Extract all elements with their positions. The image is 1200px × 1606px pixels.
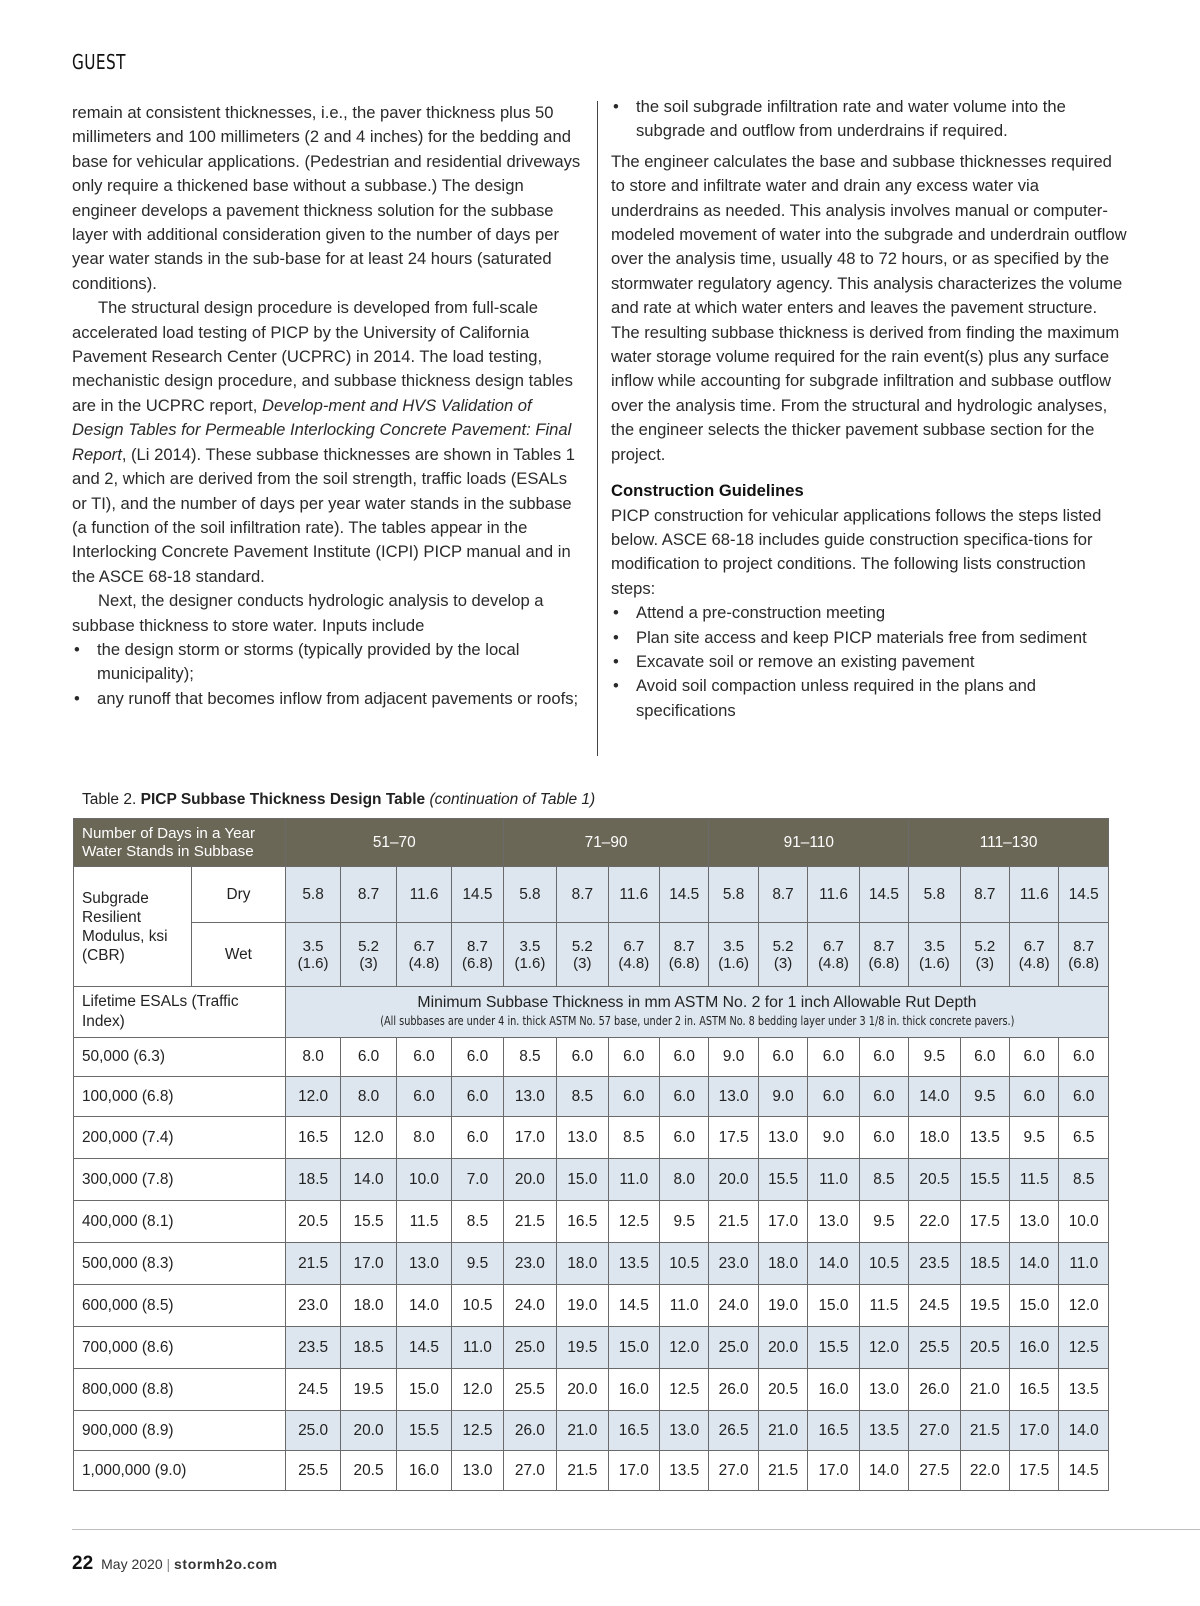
table-cell: 21.5 (557, 1451, 608, 1491)
wet-value: 6.7 (4.8) (396, 923, 451, 987)
right-bullet-list-top (611, 95, 1128, 144)
table-cell: 14.0 (1010, 1243, 1059, 1285)
table-cell: 22.0 (960, 1451, 1009, 1491)
table-cell: 17.0 (1010, 1411, 1059, 1451)
table-cell: 8.5 (452, 1201, 503, 1243)
table-cell: 18.0 (557, 1243, 608, 1285)
table-cell: 6.0 (452, 1077, 503, 1117)
table-cell: 6.0 (608, 1077, 659, 1117)
table-cell: 16.5 (808, 1411, 859, 1451)
table-cell: 6.0 (396, 1077, 451, 1117)
table-cell: 17.0 (808, 1451, 859, 1491)
table-row (74, 1117, 1109, 1159)
table-cell: 20.5 (341, 1451, 396, 1491)
table-cell: 21.5 (758, 1451, 807, 1491)
dry-value: 14.5 (660, 867, 709, 923)
table-cell: 20.5 (909, 1159, 960, 1201)
row-label: 1,000,000 (9.0) (74, 1451, 286, 1491)
table-cell: 25.0 (709, 1327, 758, 1369)
table-cell: 8.0 (285, 1038, 340, 1077)
table-cell: 21.0 (557, 1411, 608, 1451)
table-cell: 20.0 (557, 1369, 608, 1411)
table-cell: 10.0 (1059, 1201, 1109, 1243)
table-cell: 15.0 (557, 1159, 608, 1201)
left-column (72, 101, 585, 711)
table-row (74, 1201, 1109, 1243)
dry-value: 8.7 (758, 867, 807, 923)
table-cell: 21.0 (758, 1411, 807, 1451)
table-cell: 25.5 (503, 1369, 556, 1411)
table-cell: 24.5 (285, 1369, 340, 1411)
table-cell: 13.0 (557, 1117, 608, 1159)
table-cell: 20.0 (341, 1411, 396, 1451)
table-cell: 27.5 (909, 1451, 960, 1491)
days-header: Number of Days in a Year Water Stands in Subbase (74, 819, 286, 867)
table-cell: 13.0 (396, 1243, 451, 1285)
table-cell: 11.5 (1010, 1159, 1059, 1201)
table-cell: 15.0 (396, 1369, 451, 1411)
table-cell: 13.5 (660, 1451, 709, 1491)
wet-label: Wet (192, 923, 286, 987)
dry-value: 14.5 (859, 867, 908, 923)
table-cell: 16.0 (1010, 1327, 1059, 1369)
table-cell: 26.0 (909, 1369, 960, 1411)
table-cell: 12.0 (859, 1327, 908, 1369)
table-cell: 21.5 (285, 1243, 340, 1285)
table-cell: 27.0 (709, 1451, 758, 1491)
wet-value: 5.2 (3) (557, 923, 608, 987)
wet-value: 8.7 (6.8) (1059, 923, 1109, 987)
table-cell: 12.5 (1059, 1327, 1109, 1369)
table-cell: 20.0 (758, 1327, 807, 1369)
table-cell: 21.5 (709, 1201, 758, 1243)
table-cell: 9.0 (709, 1038, 758, 1077)
table-cell: 18.5 (960, 1243, 1009, 1285)
wet-row (74, 923, 1109, 987)
wet-value: 8.7 (6.8) (660, 923, 709, 987)
group-header: 111–130 (909, 819, 1109, 867)
construction-steps-list (611, 601, 1128, 723)
esal-header-row (74, 987, 1109, 1038)
table-row (74, 1159, 1109, 1201)
table-cell: 13.0 (452, 1451, 503, 1491)
table-cell: 16.5 (557, 1201, 608, 1243)
table-cell: 6.0 (452, 1117, 503, 1159)
table-cell: 8.5 (608, 1117, 659, 1159)
table-cell: 6.0 (960, 1038, 1009, 1077)
table-cell: 13.5 (1059, 1369, 1109, 1411)
dry-value: 8.7 (557, 867, 608, 923)
subgrade-label: Subgrade Resilient Modulus, ksi (CBR) (74, 867, 192, 987)
footer-separator: | (166, 1556, 171, 1572)
list-item: • Plan site access and keep PICP materials free from sediment (611, 626, 1128, 650)
table-cell: 14.0 (808, 1243, 859, 1285)
table-cell: 13.0 (709, 1077, 758, 1117)
list-item: • Excavate soil or remove an existing pavement (611, 650, 1128, 674)
table-cell: 21.5 (503, 1201, 556, 1243)
design-table (73, 818, 1109, 1491)
esal-header: Lifetime ESALs (Traffic Index) (74, 987, 286, 1038)
table-cell: 6.0 (1059, 1038, 1109, 1077)
table-cell: 17.0 (758, 1201, 807, 1243)
table-cell: 23.0 (709, 1243, 758, 1285)
row-label: 700,000 (8.6) (74, 1327, 286, 1369)
table-cell: 15.5 (341, 1201, 396, 1243)
dry-value: 11.6 (808, 867, 859, 923)
table-cell: 10.5 (452, 1285, 503, 1327)
footer (72, 1553, 278, 1575)
min-thickness-header: Minimum Subbase Thickness in mm ASTM No. 2 for 1 inch Allowable Rut Depth (All subbases are under 4 in. thick ASTM No. 57 base, under 2 in. ASTM No. 8 bedding layer under 3 1/8 in. thick concrete pavers.) (285, 987, 1108, 1038)
table-cell: 19.5 (960, 1285, 1009, 1327)
left-paragraph-1: remain at consistent thicknesses, i.e., the paver thickness plus 50 millimeters and 100 millimeters (2 and 4 inches) for the bedding and base for vehicular applications. (Pedestrian and residential driveways only require a thickened base without a subbase.) The design engineer develops a pavement thickness solution for the subbase layer with additional consideration given to the number of days per year water stands in the sub-base for at least 24 hours (saturated conditions). (72, 103, 581, 293)
table-cell: 16.0 (608, 1369, 659, 1411)
list-item: • any runoff that becomes inflow from adjacent pavements or roofs; (72, 687, 585, 711)
table-cell: 9.5 (909, 1038, 960, 1077)
wet-value: 6.7 (4.8) (808, 923, 859, 987)
dry-value: 11.6 (1010, 867, 1059, 923)
table-cell: 14.0 (909, 1077, 960, 1117)
section-label: GUEST (72, 50, 126, 74)
table-cell: 19.0 (557, 1285, 608, 1327)
table-cell: 18.5 (285, 1159, 340, 1201)
table-cell: 23.0 (503, 1243, 556, 1285)
table-row (74, 1369, 1109, 1411)
table-row (74, 1411, 1109, 1451)
wet-value: 6.7 (4.8) (1010, 923, 1059, 987)
row-label: 600,000 (8.5) (74, 1285, 286, 1327)
list-item: • the design storm or storms (typically provided by the local municipality); (72, 638, 585, 687)
table-cell: 13.0 (808, 1201, 859, 1243)
table-cell: 14.5 (1059, 1451, 1109, 1491)
row-label: 500,000 (8.3) (74, 1243, 286, 1285)
table-cell: 6.0 (660, 1077, 709, 1117)
table-cell: 9.5 (859, 1201, 908, 1243)
table-cell: 24.0 (503, 1285, 556, 1327)
table-cell: 18.0 (909, 1117, 960, 1159)
table-cell: 15.0 (608, 1327, 659, 1369)
table-cell: 8.5 (859, 1159, 908, 1201)
table-cell: 8.5 (503, 1038, 556, 1077)
dry-value: 14.5 (452, 867, 503, 923)
table-cell: 11.0 (808, 1159, 859, 1201)
table-cell: 8.0 (396, 1117, 451, 1159)
table-cell: 9.5 (452, 1243, 503, 1285)
list-item: • the soil subgrade infiltration rate and water volume into the subgrade and outflow from underdrains if required. (611, 95, 1128, 144)
table-cell: 13.0 (660, 1411, 709, 1451)
table-cell: 13.0 (758, 1117, 807, 1159)
dry-value: 5.8 (503, 867, 556, 923)
table-cell: 17.0 (503, 1117, 556, 1159)
table-cell: 14.5 (396, 1327, 451, 1369)
table-cell: 26.5 (709, 1411, 758, 1451)
table-cell: 6.0 (1059, 1077, 1109, 1117)
table-cell: 9.0 (758, 1077, 807, 1117)
table-cell: 12.0 (660, 1327, 709, 1369)
wet-value: 5.2 (3) (341, 923, 396, 987)
table-cell: 14.0 (341, 1159, 396, 1201)
table-cell: 25.0 (503, 1327, 556, 1369)
table-cell: 6.0 (859, 1077, 908, 1117)
table-cell: 12.0 (452, 1369, 503, 1411)
row-label: 100,000 (6.8) (74, 1077, 286, 1117)
table-cell: 6.0 (452, 1038, 503, 1077)
table-cell: 16.5 (608, 1411, 659, 1451)
table-cell: 9.5 (1010, 1117, 1059, 1159)
table-cell: 8.5 (1059, 1159, 1109, 1201)
table-cell: 13.0 (859, 1369, 908, 1411)
table-cell: 7.0 (452, 1159, 503, 1201)
wet-value: 5.2 (3) (960, 923, 1009, 987)
table-cell: 27.0 (503, 1451, 556, 1491)
left-bullet-list (72, 638, 585, 711)
wet-value: 8.7 (6.8) (452, 923, 503, 987)
table-cell: 14.0 (396, 1285, 451, 1327)
table-row (74, 1243, 1109, 1285)
dry-value: 8.7 (341, 867, 396, 923)
table-cell: 11.0 (1059, 1243, 1109, 1285)
table-cell: 10.0 (396, 1159, 451, 1201)
row-label: 800,000 (8.8) (74, 1369, 286, 1411)
group-header: 91–110 (709, 819, 909, 867)
table-caption: Table 2. PICP Subbase Thickness Design Table (continuation of Table 1) (82, 791, 596, 808)
right-column (611, 95, 1128, 723)
table-cell: 8.0 (341, 1077, 396, 1117)
table-cell: 26.0 (709, 1369, 758, 1411)
table-cell: 15.0 (808, 1285, 859, 1327)
table-cell: 9.0 (808, 1117, 859, 1159)
wet-value: 5.2 (3) (758, 923, 807, 987)
table-cell: 17.0 (341, 1243, 396, 1285)
table-cell: 25.5 (909, 1327, 960, 1369)
table-cell: 20.0 (503, 1159, 556, 1201)
dry-value: 5.8 (285, 867, 340, 923)
dry-row (74, 867, 1109, 923)
construction-heading: Construction Guidelines (611, 481, 804, 501)
row-label: 900,000 (8.9) (74, 1411, 286, 1451)
table-cell: 15.0 (1010, 1285, 1059, 1327)
table-cell: 16.5 (1010, 1369, 1059, 1411)
wet-value: 8.7 (6.8) (859, 923, 908, 987)
table-cell: 6.0 (660, 1117, 709, 1159)
dry-value: 5.8 (909, 867, 960, 923)
table-cell: 6.0 (808, 1077, 859, 1117)
table-cell: 17.0 (608, 1451, 659, 1491)
wet-value: 3.5 (1.6) (709, 923, 758, 987)
table-cell: 22.0 (909, 1201, 960, 1243)
left-paragraph-2: The structural design procedure is developed from full-scale accelerated load testing of PICP by the University of California Pavement Research Center (UCPRC) in 2014. The load testing, mechanistic design procedure, and subbase thickness design tables are in the UCPRC report, Develop-ment and HVS Validation of Design Tables for Permeable Interlocking Concrete Pavement: Final Report, (Li 2014). These subbase thicknesses are shown in Tables 1 and 2, which are derived from the soil strength, traffic loads (ESALs or TI), and the number of days per year water stands in the subbase (a function of the soil infiltration rate). The tables appear in the Interlocking Concrete Pavement Institute (ICPI) PICP manual and in the ASCE 68-18 standard. (72, 298, 576, 586)
table-cell: 16.0 (396, 1451, 451, 1491)
table-cell: 6.0 (859, 1038, 908, 1077)
footer-rule (72, 1529, 1200, 1530)
group-header: 71–90 (503, 819, 709, 867)
page-number: 22 (72, 1553, 94, 1574)
table-cell: 12.5 (452, 1411, 503, 1451)
dry-value: 5.8 (709, 867, 758, 923)
wet-value: 3.5 (1.6) (909, 923, 960, 987)
days-header-row (74, 819, 1109, 867)
row-label: 200,000 (7.4) (74, 1117, 286, 1159)
table-cell: 6.0 (341, 1038, 396, 1077)
table-cell: 14.0 (859, 1451, 908, 1491)
group-header: 51–70 (285, 819, 503, 867)
table-cell: 20.0 (709, 1159, 758, 1201)
table-cell: 23.5 (909, 1243, 960, 1285)
table-cell: 12.0 (285, 1077, 340, 1117)
table-cell: 6.0 (808, 1038, 859, 1077)
table-row (74, 1451, 1109, 1491)
table-cell: 26.0 (503, 1411, 556, 1451)
table-cell: 12.0 (341, 1117, 396, 1159)
wet-value: 3.5 (1.6) (503, 923, 556, 987)
column-divider (597, 101, 598, 756)
table-cell: 19.5 (557, 1327, 608, 1369)
table-cell: 18.0 (758, 1243, 807, 1285)
table-cell: 23.5 (285, 1327, 340, 1369)
table-cell: 17.5 (1010, 1451, 1059, 1491)
table-cell: 13.0 (503, 1077, 556, 1117)
wet-value: 6.7 (4.8) (608, 923, 659, 987)
table-cell: 12.5 (660, 1369, 709, 1411)
table-cell: 19.0 (758, 1285, 807, 1327)
table-cell: 14.0 (1059, 1411, 1109, 1451)
dry-value: 11.6 (396, 867, 451, 923)
table-cell: 15.5 (758, 1159, 807, 1201)
table-cell: 11.0 (660, 1285, 709, 1327)
list-item: • Avoid soil compaction unless required in the plans and specifications (611, 674, 1128, 723)
table-cell: 15.5 (960, 1159, 1009, 1201)
table-cell: 12.0 (1059, 1285, 1109, 1327)
table-cell: 6.0 (608, 1038, 659, 1077)
table-row (74, 1077, 1109, 1117)
table-cell: 6.0 (1010, 1038, 1059, 1077)
table-cell: 21.5 (960, 1411, 1009, 1451)
table-cell: 10.5 (859, 1243, 908, 1285)
issue-date: May 2020 (101, 1556, 163, 1572)
table-cell: 13.0 (1010, 1201, 1059, 1243)
table-cell: 16.0 (808, 1369, 859, 1411)
table-cell: 13.5 (859, 1411, 908, 1451)
table-cell: 8.0 (660, 1159, 709, 1201)
dry-value: 11.6 (608, 867, 659, 923)
table-cell: 16.5 (285, 1117, 340, 1159)
table-cell: 15.5 (808, 1327, 859, 1369)
table-row (74, 1285, 1109, 1327)
table-cell: 20.5 (960, 1327, 1009, 1369)
list-item: • Attend a pre-construction meeting (611, 601, 1128, 625)
table-cell: 11.5 (859, 1285, 908, 1327)
dry-label: Dry (192, 867, 286, 923)
table-cell: 25.0 (285, 1411, 340, 1451)
table-cell: 9.5 (660, 1201, 709, 1243)
table-cell: 17.5 (709, 1117, 758, 1159)
dry-value: 8.7 (960, 867, 1009, 923)
table-cell: 13.5 (608, 1243, 659, 1285)
wet-value: 3.5 (1.6) (285, 923, 340, 987)
table-cell: 10.5 (660, 1243, 709, 1285)
table-cell: 9.5 (960, 1077, 1009, 1117)
table-cell: 6.0 (1010, 1077, 1059, 1117)
table-row (74, 1327, 1109, 1369)
table-cell: 6.0 (758, 1038, 807, 1077)
row-label: 400,000 (8.1) (74, 1201, 286, 1243)
table-cell: 14.5 (608, 1285, 659, 1327)
table-cell: 6.5 (1059, 1117, 1109, 1159)
table-cell: 11.0 (608, 1159, 659, 1201)
table-cell: 20.5 (758, 1369, 807, 1411)
row-label: 50,000 (6.3) (74, 1038, 286, 1077)
table-cell: 24.5 (909, 1285, 960, 1327)
table-cell: 25.5 (285, 1451, 340, 1491)
table-cell: 23.0 (285, 1285, 340, 1327)
table-cell: 6.0 (859, 1117, 908, 1159)
left-paragraph-3: Next, the designer conducts hydrologic analysis to develop a subbase thickness to store water. Inputs include (72, 591, 544, 635)
table-cell: 15.5 (396, 1411, 451, 1451)
table-cell: 8.5 (557, 1077, 608, 1117)
table-cell: 6.0 (557, 1038, 608, 1077)
site-link[interactable]: stormh2o.com (174, 1556, 278, 1572)
right-paragraph-1: The engineer calculates the base and subbase thicknesses required to store and infiltrate water and drain any excess water via underdrains as needed. This analysis involves manual or computer-modeled movement of water into the subgrade and underdrain outflow over the analysis time, usually 48 to 72 hours, or as specified by the stormwater regulatory agency. This analysis characterizes the volume and rate at which water enters and leaves the pavement structure. The resulting subbase thickness is derived from finding the maximum water storage volume required for the rain event(s) plus any surface inflow while accounting for subgrade infiltration and subbase outflow over the analysis time. From the structural and hydrologic analyses, the engineer selects the thicker pavement subbase section for the project. (611, 151, 1127, 464)
table-cell: 24.0 (709, 1285, 758, 1327)
dry-value: 14.5 (1059, 867, 1109, 923)
table-cell: 12.5 (608, 1201, 659, 1243)
right-paragraph-2: PICP construction for vehicular applications follows the steps listed below. ASCE 68-18 includes guide construction specifica-tions for modification to project conditions. The following lists construction steps: (611, 505, 1102, 598)
table-cell: 20.5 (285, 1201, 340, 1243)
table-cell: 27.0 (909, 1411, 960, 1451)
table-cell: 19.5 (341, 1369, 396, 1411)
table-cell: 6.0 (396, 1038, 451, 1077)
table-cell: 6.0 (660, 1038, 709, 1077)
table-cell: 21.0 (960, 1369, 1009, 1411)
table-row (74, 1038, 1109, 1077)
table-cell: 11.0 (452, 1327, 503, 1369)
table-cell: 18.0 (341, 1285, 396, 1327)
table-cell: 11.5 (396, 1201, 451, 1243)
table-cell: 17.5 (960, 1201, 1009, 1243)
table-cell: 13.5 (960, 1117, 1009, 1159)
table-cell: 18.5 (341, 1327, 396, 1369)
row-label: 300,000 (7.8) (74, 1159, 286, 1201)
